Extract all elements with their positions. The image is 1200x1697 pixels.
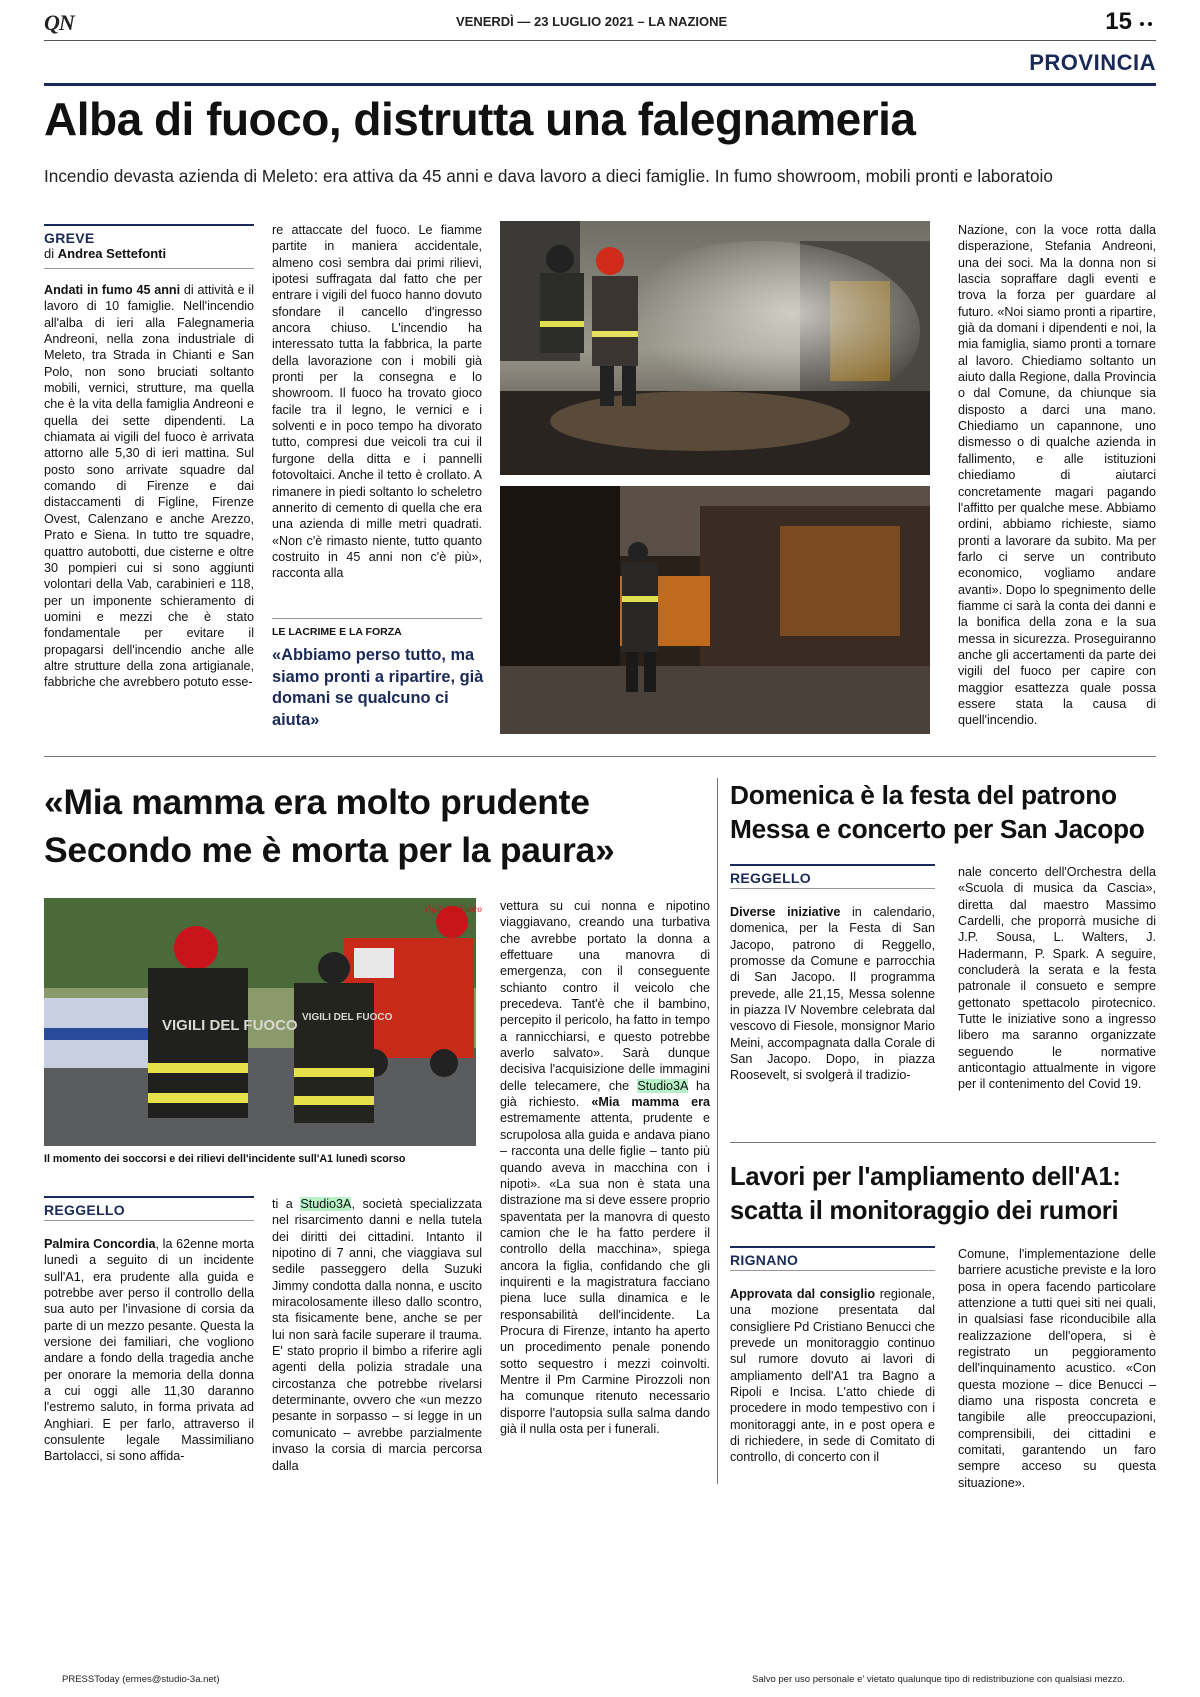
article1-subheadline: Incendio devasta azienda di Meleto: era attiva da 45 anni e dava lavoro a dieci famiglie. In fumo showroom, mobili pronti e laboratoio — [44, 166, 1053, 186]
article3-col1: Diverse iniziative in calendario, domenica, per la Festa di San Jacopo, patrono di Reggello, promosse da Comune e parrocchia di San Jacopo. Il programma prevede, alle 21,15, Messa solenne in piazza IV Novembre celebrata dal vescovo di Fiesole, monsignor Mario Meini, accompagnata dalla Corale di San Jacopo. Dopo, in piazza Roosevelt, si svolgerà il tradizio- — [730, 905, 935, 1083]
article1-byline — [44, 246, 166, 261]
article2-headline — [44, 778, 614, 874]
masthead — [44, 10, 1156, 40]
pull-quote: «Abbiamo perso tutto, ma siamo pronti a ripartire, già domani se qualcuno ci aiuta» — [272, 646, 484, 729]
article4-col2: Comune, l'implementazione delle barriere acustiche previste e la loro posa in opera facendo particolare attenzione a tutti quei siti nei quali, in qualsiasi fase riconducibile alla realizzazione dell'opera, si è registrato un peggioramento dell'inquinamento acustico. «Con questa mozione – dice Benucci – diamo una risposta concreta e tangibile alle preoccupazioni, comprensibili, dei cittadini e comitati, garantendo un faro sempre acceso su questa situazione». — [958, 1247, 1156, 1490]
article2-place-rule — [44, 1220, 254, 1221]
article3-headline-line1: Domenica è la festa del patrono — [730, 780, 1117, 810]
fire-photo-top — [500, 221, 930, 475]
section-rule — [44, 83, 1156, 86]
studio3a-highlight: Studio3A — [300, 1197, 352, 1211]
article2-col1 — [44, 1236, 254, 1465]
article4-headline-line1: Lavori per l'ampliamento dell'A1: — [730, 1163, 1121, 1191]
article4-headline — [730, 1160, 1121, 1228]
masthead-rule — [44, 40, 1156, 41]
article4-place-rule — [730, 1270, 935, 1271]
article1-col4: Nazione, con la voce rotta dalla disperazione, Stefania Andreoni, una dei soci. Ma la donna non si lascia sopraffare dagli eventi e trova la forza per guardare al futuro. «Noi siamo pronti a ripartire, già da domani i dipendenti e noi, la mia famiglia, siamo pronti a tornare al lavoro. Chiediamo soltanto un aiuto dalla Regione, dalla Provincia o dal Comune, da chiunque sia disposto a darci una mano. Chiediamo un capannone, uno dismesso o di qualche azienda in fallimento, e alle istituzioni chiediamo di aiutarci concretamente magari pagando l'affitto per qualche mese. Abbiamo ordini, abbiamo richieste, siamo pronti a lavorare da subito. Ma per farlo ci serve un contributo economico, vogliamo andare avanti». Dopo lo spegnimento delle fiamme ci sarà la conta dei danni e la bonifica della zona e la sua messa in sicurezza. Proseguiranno anche gli accertamenti da parte dei vigili del fuoco per capire con maggior esattezza quale possa essere stata la causa di quell'incendio. — [958, 223, 1156, 728]
photo-jacket-text-1: VIGILI DEL FUOCO — [162, 1017, 298, 1034]
article1-col2: re attaccate del fuoco. Le fiamme partite in maniera accidentale, almeno così sembra dai primi rilievi, ipotesi suffragata dal fatto che per entrare i vigili del fuoco hanno dovuto sfondare il cancello d'ingresso ancora chiuso. L'incendio ha interessato tutta la fabbrica, la parte della lavorazione con i mobili già pronti per la consegna e lo showroom. Il fuoco ha trovato gioco facile tra il legno, le vernici e i solventi e in poco tempo ha divorato tutto, compresi due veicoli tra cui il furgone della ditta e i pannelli fotovoltaici. Anche il tetto è crollato. A rimanere in piedi soltanto lo scheletro annerito di cemento di quella che era una azienda di mille metri quadrati. «Non c'è rimasto niente, tutto quanto costruito in 45 anni non c'è più», racconta alla — [272, 223, 482, 581]
byline-prefix: di — [44, 246, 55, 261]
article1-place: GREVE — [44, 224, 254, 246]
article1-col1-text: di attività e il lavoro di 10 famiglie. Nell'incendio all'alba di ieri alla Falegnameria Andreoni, nella zona industriale di Meleto, tra Strada in Chianti e San Polo, non sono bruciati soltanto mobili, vernici, strutture, ma quella che è la vita della famiglia Andreoni e quella dei sette dipendenti. La chiamata ai vigili del fuoco è arrivata attorno alle 5,30 di ieri mattina. Sul posto sono arrivate squadre dal comando di Firenze e dai distaccamenti di Figline, Firenze Ovest, Calenzano e anche Arezzo, Prato e Siena. In tutto tre squadre, quattro autobotti, due cisterne e oltre 30 pompieri cui si sono aggiunti volontari della Vab, carabinieri e 118, per un imponente schieramento di uomini e mezzi che è stato fondamentale per evitare il propagarsi dell'incendio anche alle altre strutture della zona artigianale, fabbriche che avrebbero potuto esse- — [44, 283, 255, 690]
article3-place: REGGELLO — [730, 864, 935, 886]
article2-col1-text: , la 62enne morta lunedì a seguito di un incidente sull'A1, era prudente alla guida e potrebbe aver perso il controllo della sua auto per l'invasione di corsia da parte di un mezzo pesante. Questa la versione dei familiari, che vogliono andare a fondo della tragedia anche per onorare la memoria della donna a cui oggi alle 11,30 daranno l'estremo saluto, in forma privata ad Anghiari. E per farlo, attraverso il consulente legale Massimiliano Bartolacci, si sono affida- — [44, 1237, 255, 1464]
photo-caption: Il momento dei soccorsi e dei rilievi dell'incidente sull'A1 lunedì scorso — [44, 1153, 406, 1165]
article2-lead: Palmira Concordia — [44, 1237, 156, 1251]
quote-label: LE LACRIME E LA FORZA — [272, 626, 402, 638]
vertical-divider — [717, 778, 718, 1484]
article3-lead: Diverse iniziative — [730, 905, 841, 919]
article2-col3: vettura su cui nonna e nipotino viaggiavano, creando una turbativa che avrebbe portato la donna a effettuare una manovra di emergenza, con il conseguente schianto contro il veicolo che precedeva. Tant'è che il bambino, percepito il pericolo, ha fatto in tempo a rannicchiarsi, e questo potrebbe averlo salvato». Sarà dunque decisiva l'acquisizione delle immagini delle telecamere, che Studio3A ha già richiesto. «Mia mamma era estremamente attenta, prudente e scrupolosa alla guida e andava piano – racconta una delle figlie – tanto più quando aveva in macchina con i nipoti». «La sua non è stata una distrazione ma si deve essere proprio spaventata per la manovra di questo camion che le ha fatto perdere il controllo della macchina», spiega ancora la figlia, confidando che gli inquirenti e la magistratura facciano piena luce sulla dinamica e le responsabilità dell'incidente. La Procura di Firenze, intanto ha aperto un procedimento penale ponendo sotto sequestro i mezzi coinvolti. Mentre il Pm Carmine Pirozzoli non ha comunque ritenuto necessario disporre l'autopsia sulla salma dando già il nulla osta per i funerali. — [500, 899, 710, 1436]
accident-photo — [44, 898, 482, 1146]
photo-jacket-text-2: VIGILI DEL FUOCO — [302, 1012, 393, 1023]
article3-place-rule — [730, 888, 935, 889]
page-number: 15 — [1105, 8, 1132, 35]
studio3a-highlight-2: Studio3A — [637, 1078, 688, 1093]
footer-left: PRESSToday (ermes@studio-3a.net) — [62, 1674, 220, 1685]
byline-author: Andrea Settefonti — [57, 246, 167, 261]
article4-lead: Approvata dal consiglio — [730, 1287, 876, 1301]
article2-headline-line1: «Mia mamma era molto prudente — [44, 782, 590, 822]
article3-headline — [730, 778, 1145, 846]
article4-col1: Approvata dal consiglio regionale, una mozione presentata dal consigliere Pd Cristiano Benucci che prevede un monitoraggio continuo sul rumore dovuto ai lavori di ampliamento dell'A1 tra Bagno a Ripoli e Incisa. L'atto chiede di procedere in modo tempestivo con i monitoraggi ante, in e post opera e di richiedere, in sede di Comitato di controllo, di concerto con il — [730, 1287, 936, 1465]
section-label: PROVINCIA — [1029, 50, 1156, 75]
paper-name: LA NAZIONE — [648, 14, 728, 29]
article2-headline-line2: Secondo me è morta per la paura» — [44, 830, 615, 870]
fire-photo-bottom — [500, 486, 930, 734]
article2-col2: ti a Studio3A, società specializzata nel risarcimento danni e nella tutela dei diritti dei cittadini. Intanto il nipotino di 7 anni, che viaggiava sul sedile passeggero della Suzuki Jimmy condotta dalla nonna, e uscito miracolosamente illeso dallo scontro, sta fisicamente bene, anche se per lui non sarà facile superare il trauma. E' stato proprio il bimbo a riferire agli agenti della polizia stradale una circostanza che potrebbe rivelarsi determinante, ovvero che «un mezzo pesante in sorpasso – si legge in un comunicato – avrebbe parzialmente invaso la corsia di marcia percorsa dalla — [272, 1197, 482, 1473]
qn-logo: QN — [44, 10, 74, 35]
footer-right: Salvo per uso personale e' vietato qualunque tipo di redistribuzione con qualsiasi mezzo. — [752, 1674, 1126, 1685]
article1-lead: Andati in fumo 45 anni — [44, 283, 181, 297]
article-divider-1 — [44, 756, 1156, 757]
article1-headline: Alba di fuoco, distrutta una falegnameria — [44, 93, 916, 145]
page-number-dots — [1138, 22, 1156, 28]
date-text: VENERDÌ — 23 LUGLIO 2021 – — [456, 14, 645, 29]
article3-headline-line2: Messa e concerto per San Jacopo — [730, 814, 1145, 844]
article2-place: REGGELLO — [44, 1196, 254, 1218]
photo-logo-text: Vigili del Fuoco — [424, 904, 482, 914]
quote-rule — [272, 618, 482, 619]
byline-rule — [44, 268, 254, 269]
article3-col2: nale concerto dell'Orchestra della «Scuola di musica da Cascia», diretta dal maestro Massimo Cardelli, che proporrà musiche di J.P. Sousa, L. Walters, J. Hadermann, P. Spark. A seguire, concluderà la serata e la festa patronale il consueto e sempre gettonato spettacolo pirotecnico. Tutte le iniziative sono a ingresso libero ma saranno organizzate seguendo le normative anticontagio attualmente in vigore per il contenimento del Covid 19. — [958, 865, 1156, 1092]
article4-place: RIGNANO — [730, 1246, 935, 1268]
article1-col1 — [44, 282, 254, 691]
date-line — [456, 14, 727, 29]
article-divider-2 — [730, 1142, 1156, 1143]
article4-headline-line2: scatta il monitoraggio dei rumori — [730, 1197, 1119, 1225]
